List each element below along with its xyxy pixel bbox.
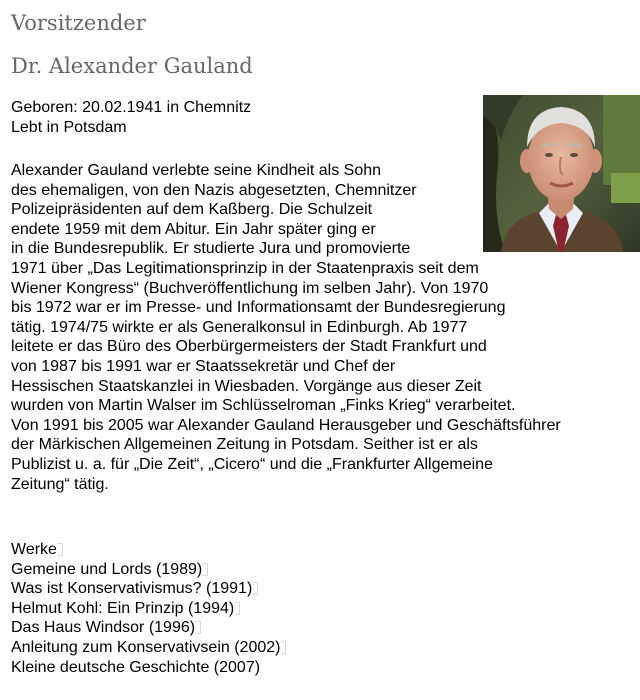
- works-item: [11, 658, 286, 678]
- works-section: [11, 540, 286, 677]
- bio-line: 1971 über „Das Legitimationsprinzip in der Staatenpraxis seit dem: [11, 259, 479, 277]
- bio-line: Polizeipräsidenten auf dem Kaßberg. Die Schulzeit: [11, 201, 373, 219]
- biography: [11, 161, 561, 494]
- bio-line: Publizist u. a. für „Die Zeit“, „Cicero“ und die „Frankfurter Allgemeine: [11, 455, 493, 473]
- bio-line: Wiener Kongress“ (Buchveröffentlichung im selben Jahr). Von 1970: [11, 279, 489, 297]
- bio-line: Von 1991 bis 2005 war Alexander Gauland Herausgeber und Geschäftsführer: [11, 416, 561, 434]
- bio-line: bis 1972 war er im Presse- und Informationsamt der Bundesregierung: [11, 299, 506, 317]
- works-item: [11, 560, 286, 580]
- bio-line: der Märkischen Allgemeinen Zeitung in Potsdam. Seither ist er als: [11, 436, 478, 454]
- works-item: [11, 599, 286, 619]
- works-item: [11, 618, 286, 638]
- works-heading: Werke: [11, 541, 57, 558]
- bio-line: endete 1959 mit dem Abitur. Ein Jahr später ging er: [11, 220, 376, 238]
- birth-info: Geboren: 20.02.1941 in Chemnitz: [11, 99, 252, 116]
- bio-line: Hessischen Staatskanzlei in Wiesbaden. Vorgänge aus dieser Zeit: [11, 377, 482, 395]
- works-item-title: Das Haus Windsor (1996): [11, 619, 196, 637]
- paragraph-mark-icon: [253, 582, 258, 595]
- works-item-title: Helmut Kohl: Ein Prinzip (1994): [11, 599, 235, 617]
- works-item-title: Gemeine und Lords (1989): [11, 560, 203, 578]
- bio-line: leitete er das Büro des Oberbürgermeisters der Stadt Frankfurt und: [11, 338, 487, 356]
- bio-line: des ehemaligen, von den Nazis abgesetzten, Chemnitzer: [11, 181, 417, 199]
- works-item: [11, 579, 286, 599]
- paragraph-mark-icon: [196, 621, 201, 634]
- section-title: Vorsitzender: [11, 11, 146, 35]
- bio-line: tätig. 1974/75 wirkte er als Generalkonsul in Edinburgh. Ab 1977: [11, 318, 468, 336]
- paragraph-mark-icon: [58, 543, 63, 556]
- works-item-title: Anleitung zum Konservativsein (2002): [11, 638, 281, 656]
- paragraph-mark-icon: [235, 602, 240, 615]
- paragraph-mark-icon: [203, 563, 208, 576]
- works-item-title: Kleine deutsche Geschichte (2007): [11, 658, 261, 676]
- works-item: [11, 638, 286, 658]
- bio-line: wurden von Martin Walser im Schlüsselroman „Finks Krieg“ verarbeitet.: [11, 397, 516, 415]
- residence-info: Lebt in Potsdam: [11, 118, 127, 136]
- paragraph-mark-icon: [281, 641, 286, 654]
- bio-line: Zeitung“ tätig.: [11, 475, 109, 493]
- works-heading-line: [11, 540, 286, 560]
- bio-line: in die Bundesrepublik. Er studierte Jura und promovierte: [11, 240, 411, 258]
- bio-line: Alexander Gauland verlebte seine Kindheit als Sohn: [11, 162, 382, 179]
- personal-facts: [11, 98, 251, 137]
- works-item-title: Was ist Konservativismus? (1991): [11, 580, 253, 598]
- bio-line: von 1987 bis 1991 war er Staatssekretär und Chef der: [11, 357, 396, 375]
- person-name: Dr. Alexander Gauland: [11, 54, 253, 78]
